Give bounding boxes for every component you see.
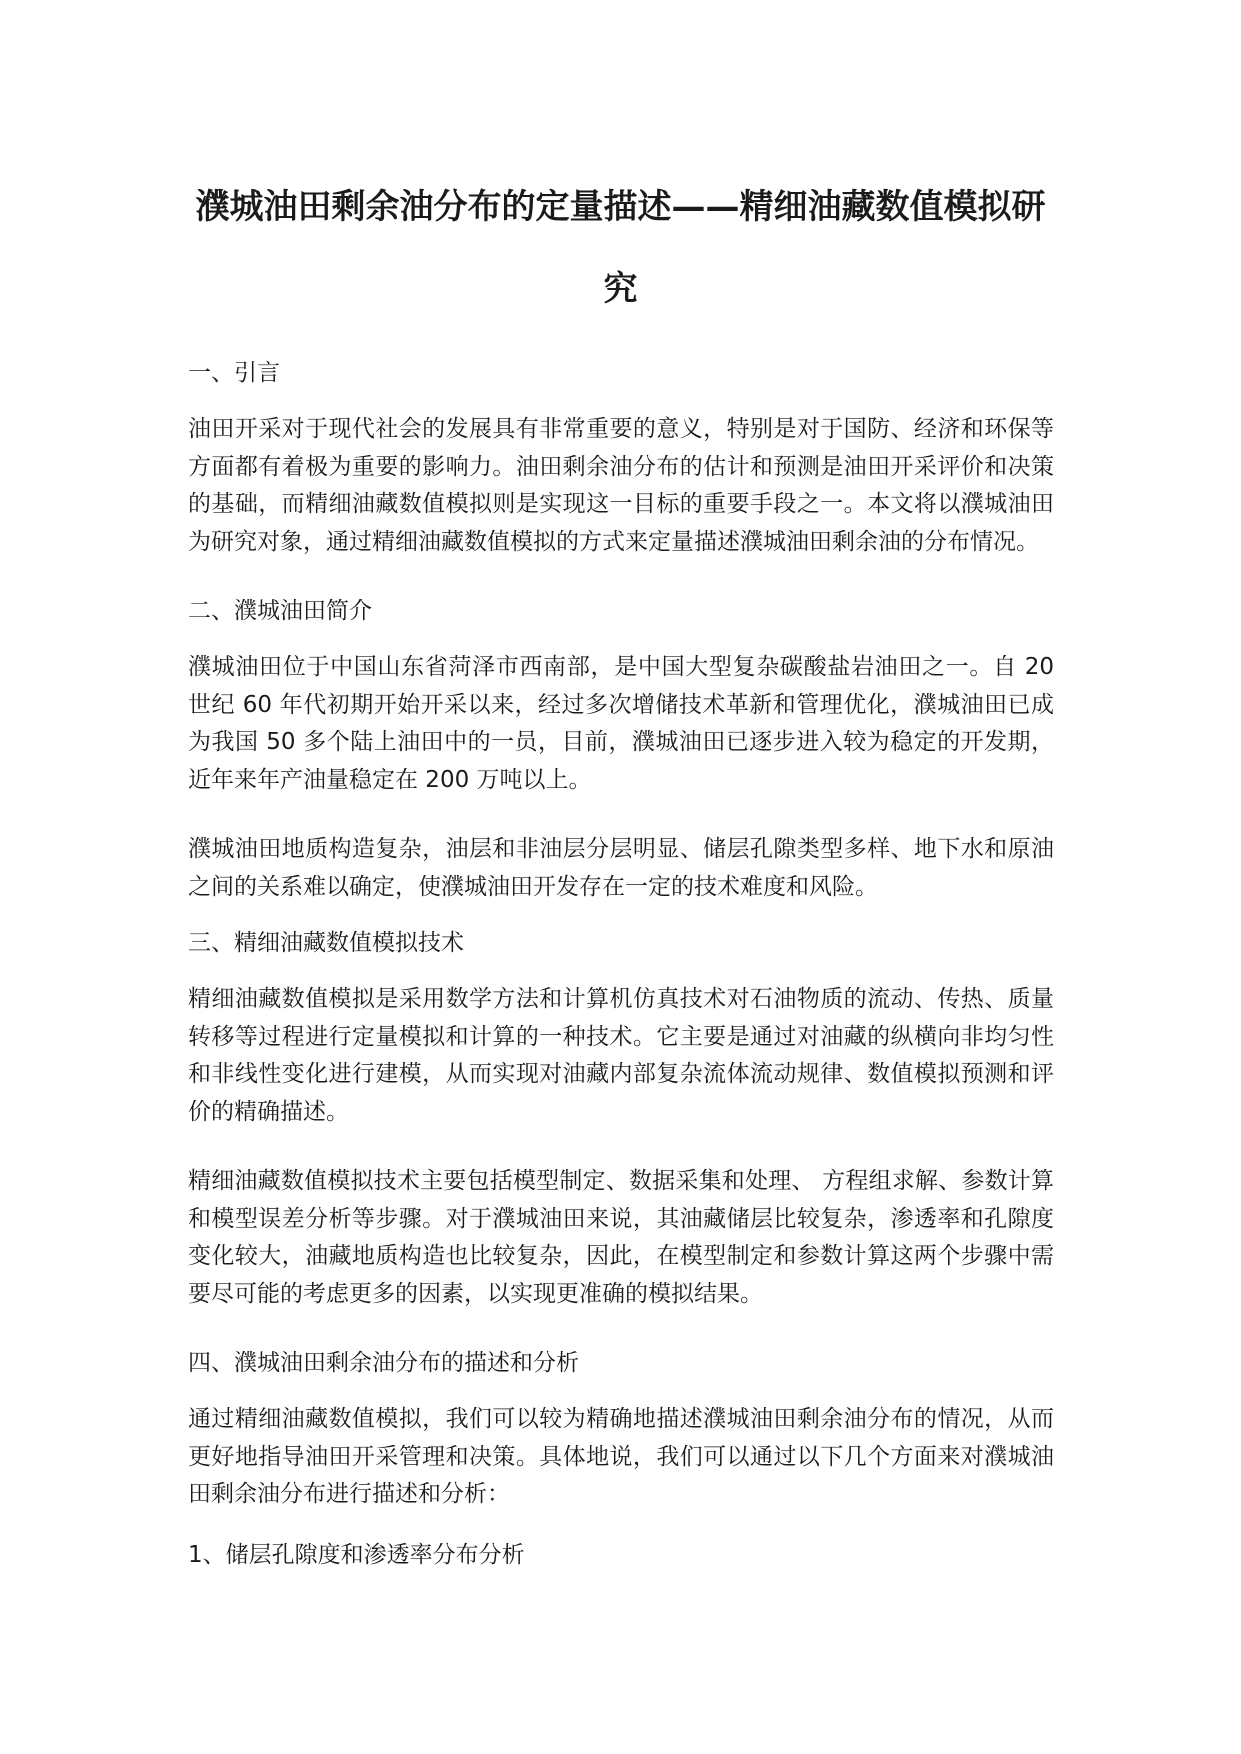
paragraph-simulation-definition: 精细油藏数值模拟是采用数学方法和计算机仿真技术对石油物质的流动、传热、质量转移等过程进行定量模拟和计算的一种技术。它主要是通过对油藏的纵横向非均匀性和非线性变化进行建模，从而实现对油藏内部复杂流体流动规律、数值模拟预测和评价的精确描述。	[188, 986, 1054, 1125]
list-item-porosity-permeability: 1、储层孔隙度和渗透率分布分析	[188, 1542, 525, 1568]
section-heading-field-overview: 二、濮城油田简介	[188, 598, 372, 624]
paragraph-introduction: 油田开采对于现代社会的发展具有非常重要的意义，特别是对于国防、经济和环保等方面都有着极为重要的影响力。油田剩余油分布的估计和预测是油田开采评价和决策的基础，而精细油藏数值模拟则是实现这一目标的重要手段之一。本文将以濮城油田为研究对象，通过精细油藏数值模拟的方式来定量描述濮城油田剩余油的分布情况。	[188, 416, 1054, 555]
section-heading-simulation-technique: 三、精细油藏数值模拟技术	[188, 930, 464, 956]
paragraph-distribution-analysis: 通过精细油藏数值模拟，我们可以较为精确地描述濮城油田剩余油分布的情况，从而更好地指导油田开采管理和决策。具体地说，我们可以通过以下几个方面来对濮城油田剩余油分布进行描述和分析：	[188, 1406, 1054, 1508]
section-heading-introduction: 一、引言	[188, 360, 280, 386]
paragraph-field-geology: 濮城油田地质构造复杂，油层和非油层分层明显、储层孔隙类型多样、地下水和原油之间的关系难以确定，使濮城油田开发存在一定的技术难度和风险。	[188, 836, 1054, 900]
paragraph-field-location: 濮城油田位于中国山东省菏泽市西南部，是中国大型复杂碳酸盐岩油田之一。自 20 世纪 60 年代初期开始开采以来，经过多次增储技术革新和管理优化，濮城油田已成为我国 50 多个陆上油田中的一员，目前，濮城油田已逐步进入较为稳定的开发期，近年来年产油量稳定在 200 万吨以上。	[188, 654, 1054, 793]
section-heading-distribution-analysis: 四、濮城油田剩余油分布的描述和分析	[188, 1350, 579, 1376]
document-title: 濮城油田剩余油分布的定量描述——精细油藏数值模拟研究	[195, 187, 1046, 309]
paragraph-simulation-steps: 精细油藏数值模拟技术主要包括模型制定、数据采集和处理、 方程组求解、参数计算和模型误差分析等步骤。对于濮城油田来说，其油藏储层比较复杂，渗透率和孔隙度变化较大，油藏地质构造也比较复杂，因此，在模型制定和参数计算这两个步骤中需要尽可能的考虑更多的因素，以实现更准确的模拟结果。	[188, 1168, 1054, 1307]
